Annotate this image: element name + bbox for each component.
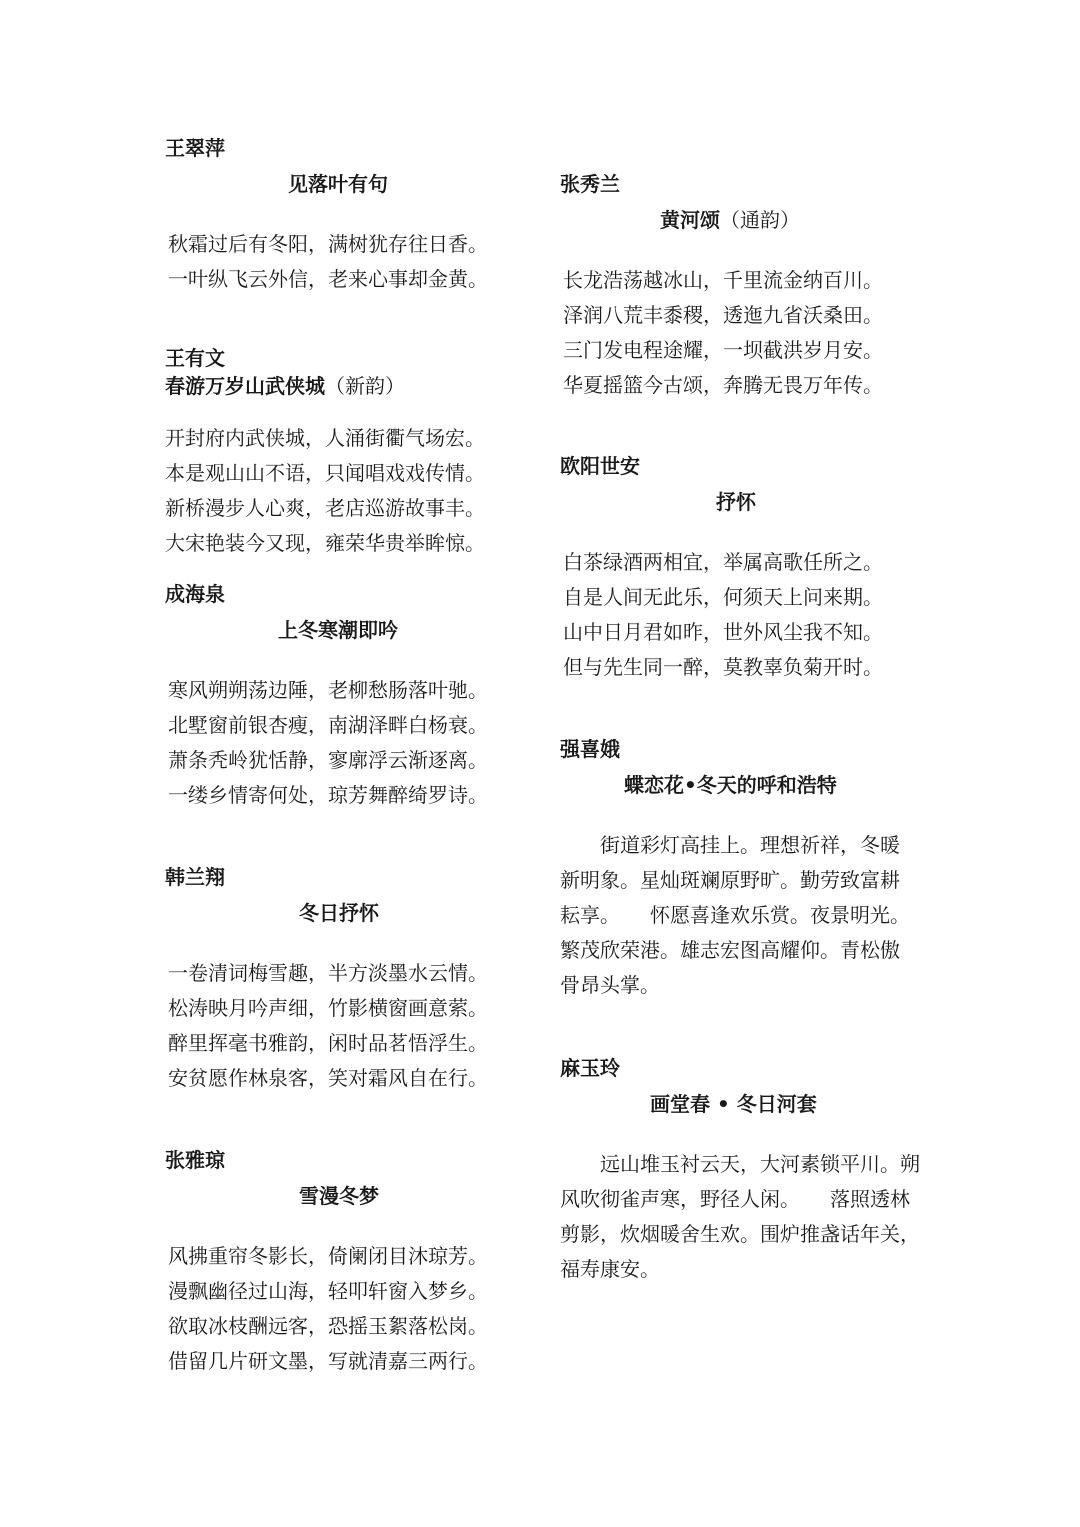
poem <box>560 1055 920 1287</box>
poem-line: 本是观山山不语，只闻唱戏戏传情。 <box>165 461 485 485</box>
poem-line: 寒风朔朔荡边陲，老柳愁肠落叶驰。 <box>168 678 488 702</box>
poem-title: 上冬寒潮即吟 <box>278 618 398 642</box>
poem-line: 长龙浩荡越冰山，千里流金纳百川。 <box>563 268 883 292</box>
poem-line: 新桥漫步人心爽，老店巡游故事丰。 <box>165 496 485 520</box>
poem-line: 秋霜过后有冬阳，满树犹存往日香。 <box>168 232 488 256</box>
poem-line: 漫飘幽径过山海，轻叩轩窗入梦乡。 <box>168 1279 488 1303</box>
poem <box>165 345 515 561</box>
poem-line: 风拂重帘冬影长，倚阑闭目沐琼芳。 <box>168 1244 488 1268</box>
poem-author: 王翠萍 <box>165 136 225 160</box>
poem-title: 黄河颂（通韵） <box>660 208 800 232</box>
poem-title: 抒怀 <box>716 490 756 514</box>
poem-body <box>165 421 515 561</box>
poem-title: 春游万岁山武侠城（新韵） <box>165 374 405 398</box>
poem-line: 欲取冰枝酬远客，恐摇玉絮落松岗。 <box>168 1314 488 1338</box>
poem-title: 见落叶有句 <box>288 172 388 196</box>
poem-author: 王有文 <box>165 346 225 370</box>
poem-title: 冬日抒怀 <box>299 901 379 925</box>
poem <box>560 453 920 685</box>
poem-title-note: （新韵） <box>325 374 405 398</box>
poem-body: 远山堆玉衬云天，大河素锁平川。朔风吹彻雀声寒，野径人闲。 落照透林剪影，炊烟暖舍生欢。围炉推盏话年关，福寿康安。 <box>560 1152 920 1281</box>
poem-line: 大宋艳装今又现，雍荣华贵举眸惊。 <box>165 531 485 555</box>
poem-author: 张雅琼 <box>165 1148 225 1172</box>
poem-body: 街道彩灯高挂上。理想祈祥，冬暖新明象。星灿斑斓原野旷。勤劳致富耕耘享。 怀愿喜逢欢乐赏。夜景明光。繁茂欣荣港。雄志宏图高耀仰。青松傲骨昂头掌。 <box>560 833 910 997</box>
poem-body <box>560 263 920 403</box>
poem <box>165 581 515 813</box>
poem-line: 白茶绿酒两相宜，举属高歌任所之。 <box>563 550 883 574</box>
poem-line: 山中日月君如昨，世外风尘我不知。 <box>563 620 883 644</box>
poem-author: 韩兰翔 <box>165 865 225 889</box>
poem-body <box>560 545 920 685</box>
poem-body <box>165 227 515 297</box>
poem-title: 画堂春 • 冬日河套 <box>650 1092 817 1116</box>
poem-line: 醉里挥毫书雅韵，闲时品茗悟浮生。 <box>168 1031 488 1055</box>
poem-line: 松涛映月吟声细，竹影横窗画意萦。 <box>168 996 488 1020</box>
poem-line: 借留几片研文墨，写就清嘉三两行。 <box>168 1349 488 1373</box>
poem-line: 开封府内武侠城，人涌街衢气场宏。 <box>165 426 485 450</box>
poem-line: 一卷清词梅雪趣，半方淡墨水云情。 <box>168 961 488 985</box>
poem-line: 泽润八荒丰黍稷，透迤九省沃桑田。 <box>563 303 883 327</box>
poem-author: 麻玉玲 <box>560 1056 620 1080</box>
poem <box>560 171 920 403</box>
poem-line: 萧条秃岭犹恬静，寥廓浮云渐逐离。 <box>168 748 488 772</box>
poem-line: 一缕乡情寄何处，琼芳舞醉绮罗诗。 <box>168 783 488 807</box>
poem-line: 华夏摇篮今古颂，奔腾无畏万年传。 <box>563 373 883 397</box>
poem <box>165 1147 515 1379</box>
poem-line: 北墅窗前银杏瘦，南湖泽畔白杨衰。 <box>168 713 488 737</box>
poem-line: 但与先生同一醉，莫教辜负菊开时。 <box>563 655 883 679</box>
poem-body <box>165 673 515 813</box>
poem-author: 成海泉 <box>165 582 225 606</box>
poem <box>165 135 515 297</box>
poem-line: 自是人间无此乐，何须天上问来期。 <box>563 585 883 609</box>
poem-author: 张秀兰 <box>560 172 620 196</box>
poem-line: 安贫愿作林泉客，笑对霜风自在行。 <box>168 1066 488 1090</box>
poem-body <box>165 956 515 1096</box>
poem-title: 雪漫冬梦 <box>299 1184 379 1208</box>
poem <box>560 736 920 1003</box>
poem-line: 三门发电程途耀，一坝截洪岁月安。 <box>563 338 883 362</box>
poem <box>165 864 515 1096</box>
poem-author: 欧阳世安 <box>560 454 640 478</box>
poem-title-note: （通韵） <box>720 208 800 232</box>
poem-title: 蝶恋花•冬天的呼和浩特 <box>624 773 837 797</box>
poem-body <box>165 1239 515 1379</box>
poem-line: 一叶纵飞云外信，老来心事却金黄。 <box>168 267 488 291</box>
poem-author: 强喜娥 <box>560 737 620 761</box>
